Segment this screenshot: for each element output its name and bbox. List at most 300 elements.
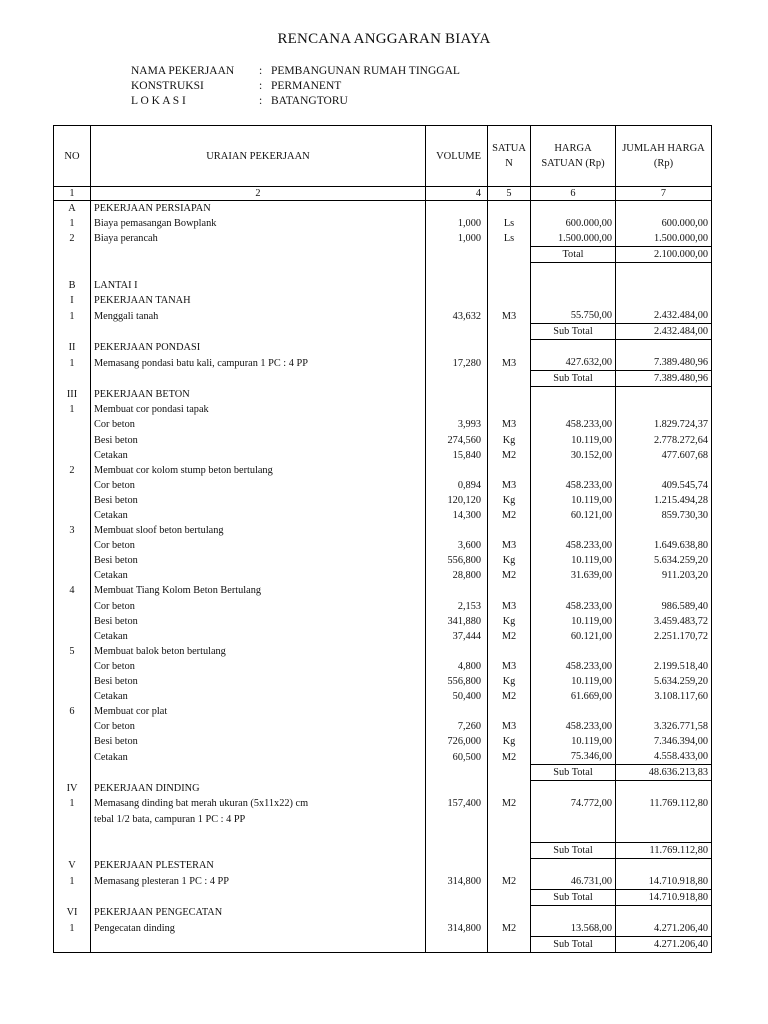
row-total-price — [616, 523, 712, 538]
row-unit: M2 — [488, 629, 531, 644]
row-unit-price: 458.233,00 — [531, 599, 616, 614]
row-description: Cor beton — [91, 659, 426, 674]
table-row — [54, 417, 712, 432]
row-total-price — [616, 644, 712, 659]
row-total-price — [616, 402, 712, 417]
row-unit — [488, 781, 531, 797]
row-unit-price: 55.750,00 — [531, 308, 616, 324]
row-volume: 28,800 — [426, 568, 488, 583]
table-row — [54, 781, 712, 797]
row-description: Besi beton — [91, 734, 426, 749]
row-unit: M3 — [488, 355, 531, 371]
row-volume — [426, 842, 488, 858]
row-total-price: 1.829.724,37 — [616, 417, 712, 432]
row-volume: 3,993 — [426, 417, 488, 432]
row-unit-price — [531, 523, 616, 538]
row-volume — [426, 765, 488, 781]
row-unit-price — [531, 704, 616, 719]
row-unit: Kg — [488, 553, 531, 568]
table-row — [54, 387, 712, 403]
row-unit-price: 10.119,00 — [531, 553, 616, 568]
row-unit — [488, 278, 531, 293]
row-total-price: 7.346.394,00 — [616, 734, 712, 749]
row-unit — [488, 842, 531, 858]
row-unit-price — [531, 340, 616, 356]
row-unit: M3 — [488, 417, 531, 432]
row-number: II — [54, 340, 91, 356]
row-total-price: 1.500.000,00 — [616, 231, 712, 247]
row-description: Memasang dinding bat merah ukuran (5x11x22) cm — [91, 796, 426, 811]
row-description: Membuat sloof beton bertulang — [91, 523, 426, 538]
row-number — [54, 247, 91, 263]
row-total-price — [616, 583, 712, 598]
row-volume — [426, 936, 488, 952]
row-unit-price — [531, 812, 616, 827]
row-volume: 17,280 — [426, 355, 488, 371]
row-total-price: 4.271.206,40 — [616, 921, 712, 937]
row-unit: M3 — [488, 599, 531, 614]
row-total-price: 1.649.638,80 — [616, 538, 712, 553]
column-number: 5 — [488, 187, 531, 201]
row-volume: 341,880 — [426, 614, 488, 629]
row-total-price — [616, 827, 712, 843]
row-volume: 3,600 — [426, 538, 488, 553]
row-description: LANTAI I — [91, 278, 426, 293]
table-row — [54, 644, 712, 659]
subtotal-row — [54, 324, 712, 340]
row-unit: M2 — [488, 448, 531, 463]
row-description: Cetakan — [91, 689, 426, 704]
row-volume — [426, 402, 488, 417]
row-volume: 556,800 — [426, 553, 488, 568]
row-description: Cor beton — [91, 538, 426, 553]
row-total-price — [616, 387, 712, 403]
header-harga-line2: SATUAN (Rp) — [541, 158, 605, 169]
row-unit — [488, 827, 531, 843]
row-volume — [426, 387, 488, 403]
row-volume: 43,632 — [426, 308, 488, 324]
row-volume: 157,400 — [426, 796, 488, 811]
row-total-price — [616, 293, 712, 308]
row-number: 3 — [54, 523, 91, 538]
row-unit-price: 31.639,00 — [531, 568, 616, 583]
row-volume — [426, 371, 488, 387]
header-harga-line1: HARGA — [554, 143, 592, 154]
info-value: BATANGTORU — [271, 95, 348, 107]
row-total-price: 7.389.480,96 — [616, 371, 712, 387]
row-number — [54, 674, 91, 689]
row-volume — [426, 858, 488, 874]
row-total-price — [616, 858, 712, 874]
row-description: Cor beton — [91, 599, 426, 614]
row-unit-price: 458.233,00 — [531, 478, 616, 493]
row-volume — [426, 523, 488, 538]
row-description: PEKERJAAN DINDING — [91, 781, 426, 797]
row-number — [54, 936, 91, 952]
row-description: Besi beton — [91, 432, 426, 447]
table-row — [54, 308, 712, 324]
row-description: PEKERJAAN PERSIAPAN — [91, 201, 426, 217]
row-number — [54, 478, 91, 493]
row-unit: M2 — [488, 689, 531, 704]
row-unit-price — [531, 858, 616, 874]
table-row — [54, 921, 712, 937]
info-separator: : — [259, 65, 263, 77]
row-total-price: 911.203,20 — [616, 568, 712, 583]
budget-table — [53, 125, 712, 953]
row-total-price: 2.100.000,00 — [616, 247, 712, 263]
row-unit-price: 458.233,00 — [531, 538, 616, 553]
table-row — [54, 689, 712, 704]
row-unit-price — [531, 278, 616, 293]
table-row — [54, 340, 712, 356]
info-row — [131, 94, 460, 109]
row-number — [54, 749, 91, 765]
row-description: PEKERJAAN PONDASI — [91, 340, 426, 356]
table-row — [54, 263, 712, 279]
header-volume: VOLUME — [426, 126, 488, 187]
row-number — [54, 493, 91, 508]
row-unit-price: 458.233,00 — [531, 659, 616, 674]
table-row — [54, 278, 712, 293]
row-volume: 60,500 — [426, 749, 488, 765]
row-description: PEKERJAAN PENGECATAN — [91, 905, 426, 921]
row-number: A — [54, 201, 91, 217]
row-volume — [426, 247, 488, 263]
table-row — [54, 432, 712, 447]
row-number — [54, 263, 91, 279]
row-number — [54, 432, 91, 447]
row-unit-price — [531, 402, 616, 417]
row-number — [54, 568, 91, 583]
row-number — [54, 599, 91, 614]
table-row — [54, 874, 712, 890]
row-description: Memasang plesteran 1 PC : 4 PP — [91, 874, 426, 890]
row-number — [54, 827, 91, 843]
row-volume: 0,894 — [426, 478, 488, 493]
row-total-price: 4.271.206,40 — [616, 936, 712, 952]
header-harga — [531, 126, 616, 187]
row-description: Membuat Tiang Kolom Beton Bertulang — [91, 583, 426, 598]
row-unit — [488, 889, 531, 905]
header-jumlah-line1: JUMLAH HARGA — [622, 143, 705, 154]
row-description — [91, 247, 426, 263]
subtotal-row — [54, 842, 712, 858]
table-row — [54, 553, 712, 568]
row-description: Cetakan — [91, 568, 426, 583]
row-description — [91, 889, 426, 905]
row-description: Pengecatan dinding — [91, 921, 426, 937]
row-unit: Kg — [488, 493, 531, 508]
row-total-price: 2.778.272,64 — [616, 432, 712, 447]
table-row — [54, 796, 712, 811]
row-total-price: 3.459.483,72 — [616, 614, 712, 629]
row-volume — [426, 889, 488, 905]
row-description — [91, 263, 426, 279]
row-unit: M3 — [488, 538, 531, 553]
row-unit: Kg — [488, 734, 531, 749]
row-unit-price: 60.121,00 — [531, 629, 616, 644]
column-number: 4 — [426, 187, 488, 201]
row-unit: M2 — [488, 568, 531, 583]
row-number: 5 — [54, 644, 91, 659]
info-value: PERMANENT — [271, 80, 342, 92]
row-description — [91, 324, 426, 340]
row-description: Besi beton — [91, 493, 426, 508]
row-volume: 1,000 — [426, 216, 488, 231]
row-number — [54, 889, 91, 905]
row-description — [91, 827, 426, 843]
row-unit — [488, 371, 531, 387]
row-number — [54, 719, 91, 734]
row-unit-price: 60.121,00 — [531, 508, 616, 523]
row-unit-price: 458.233,00 — [531, 719, 616, 734]
row-unit-price — [531, 263, 616, 279]
row-volume — [426, 201, 488, 217]
row-number: 1 — [54, 308, 91, 324]
row-description — [91, 765, 426, 781]
row-volume: 556,800 — [426, 674, 488, 689]
header-satuan-line2: N — [505, 158, 513, 169]
row-number: III — [54, 387, 91, 403]
info-label: NAMA PEKERJAAN — [131, 65, 235, 77]
subtotal-row — [54, 889, 712, 905]
row-total-price: 48.636.213,83 — [616, 765, 712, 781]
row-unit: Ls — [488, 216, 531, 231]
row-description — [91, 371, 426, 387]
table-row — [54, 719, 712, 734]
row-volume: 314,800 — [426, 874, 488, 890]
row-total-price: 11.769.112,80 — [616, 842, 712, 858]
row-total-price: 3.108.117,60 — [616, 689, 712, 704]
row-unit — [488, 293, 531, 308]
row-total-price — [616, 201, 712, 217]
row-description: Biaya perancah — [91, 231, 426, 247]
row-description: tebal 1/2 bata, campuran 1 PC : 4 PP — [91, 812, 426, 827]
row-total-price: 2.199.518,40 — [616, 659, 712, 674]
row-unit: M2 — [488, 749, 531, 765]
row-total-price: 600.000,00 — [616, 216, 712, 231]
row-number: 1 — [54, 796, 91, 811]
row-number — [54, 659, 91, 674]
table-row — [54, 812, 712, 827]
row-total-price: 5.634.259,20 — [616, 674, 712, 689]
header-jumlah — [616, 126, 712, 187]
row-number — [54, 734, 91, 749]
row-unit: Kg — [488, 674, 531, 689]
row-volume: 2,153 — [426, 599, 488, 614]
row-unit — [488, 704, 531, 719]
row-description: Membuat cor pondasi tapak — [91, 402, 426, 417]
row-volume — [426, 293, 488, 308]
row-number — [54, 842, 91, 858]
row-description: Menggali tanah — [91, 308, 426, 324]
row-unit-price — [531, 463, 616, 478]
row-unit — [488, 765, 531, 781]
row-unit-price: 61.669,00 — [531, 689, 616, 704]
row-unit-price: Sub Total — [531, 936, 616, 952]
row-unit: Kg — [488, 432, 531, 447]
table-row — [54, 216, 712, 231]
row-unit — [488, 858, 531, 874]
row-description — [91, 842, 426, 858]
table-body — [54, 201, 712, 953]
row-unit-price: Total — [531, 247, 616, 263]
row-volume: 120,120 — [426, 493, 488, 508]
row-unit — [488, 263, 531, 279]
info-row — [131, 79, 460, 94]
row-volume: 274,560 — [426, 432, 488, 447]
table-row — [54, 583, 712, 598]
row-unit: M3 — [488, 659, 531, 674]
row-number: B — [54, 278, 91, 293]
row-number: V — [54, 858, 91, 874]
row-unit-price: 10.119,00 — [531, 432, 616, 447]
info-row — [131, 64, 460, 79]
row-unit — [488, 905, 531, 921]
row-unit-price — [531, 387, 616, 403]
row-unit — [488, 324, 531, 340]
row-description: PEKERJAAN TANAH — [91, 293, 426, 308]
row-unit-price: Sub Total — [531, 324, 616, 340]
info-separator: : — [259, 80, 263, 92]
row-number — [54, 371, 91, 387]
row-number — [54, 417, 91, 432]
row-number — [54, 508, 91, 523]
row-total-price: 2.432.484,00 — [616, 308, 712, 324]
row-unit — [488, 812, 531, 827]
row-volume — [426, 324, 488, 340]
row-unit: Kg — [488, 614, 531, 629]
row-number — [54, 629, 91, 644]
row-number: 1 — [54, 874, 91, 890]
table-row — [54, 448, 712, 463]
row-unit — [488, 523, 531, 538]
row-volume: 4,800 — [426, 659, 488, 674]
row-description: PEKERJAAN BETON — [91, 387, 426, 403]
row-unit-price: 600.000,00 — [531, 216, 616, 231]
table-header-row — [54, 126, 712, 187]
row-unit-price: 46.731,00 — [531, 874, 616, 890]
row-volume — [426, 781, 488, 797]
row-unit-price: 1.500.000,00 — [531, 231, 616, 247]
row-unit — [488, 402, 531, 417]
header-satuan-line1: SATUA — [492, 143, 526, 154]
row-description: Cetakan — [91, 629, 426, 644]
row-unit-price: Sub Total — [531, 765, 616, 781]
row-volume — [426, 278, 488, 293]
table-row — [54, 674, 712, 689]
row-number — [54, 765, 91, 781]
header-no: NO — [54, 126, 91, 187]
row-unit-price: 74.772,00 — [531, 796, 616, 811]
row-description: Cetakan — [91, 448, 426, 463]
row-description: Cor beton — [91, 478, 426, 493]
row-description: Besi beton — [91, 614, 426, 629]
header-uraian: URAIAN PEKERJAAN — [91, 126, 426, 187]
row-total-price: 11.769.112,80 — [616, 796, 712, 811]
table-row — [54, 749, 712, 765]
row-unit-price: Sub Total — [531, 842, 616, 858]
row-volume — [426, 263, 488, 279]
row-total-price — [616, 463, 712, 478]
row-number — [54, 812, 91, 827]
row-unit-price — [531, 644, 616, 659]
row-total-price: 477.607,68 — [616, 448, 712, 463]
table-row — [54, 463, 712, 478]
row-total-price: 986.589,40 — [616, 599, 712, 614]
row-number — [54, 538, 91, 553]
row-number — [54, 553, 91, 568]
row-unit — [488, 583, 531, 598]
row-unit-price: 427.632,00 — [531, 355, 616, 371]
row-unit — [488, 644, 531, 659]
row-description: PEKERJAAN PLESTERAN — [91, 858, 426, 874]
row-volume — [426, 463, 488, 478]
row-description: Cetakan — [91, 508, 426, 523]
row-unit-price — [531, 293, 616, 308]
row-unit-price: 10.119,00 — [531, 734, 616, 749]
row-unit: Ls — [488, 231, 531, 247]
row-unit: M3 — [488, 308, 531, 324]
column-number-row — [54, 187, 712, 201]
row-unit: M3 — [488, 719, 531, 734]
row-volume: 314,800 — [426, 921, 488, 937]
row-unit-price — [531, 905, 616, 921]
info-value: PEMBANGUNAN RUMAH TINGGAL — [271, 65, 460, 77]
info-separator: : — [259, 95, 263, 107]
row-number — [54, 689, 91, 704]
table-row — [54, 355, 712, 371]
row-number: 1 — [54, 216, 91, 231]
row-volume: 1,000 — [426, 231, 488, 247]
row-unit — [488, 201, 531, 217]
row-description: Cetakan — [91, 749, 426, 765]
row-total-price — [616, 704, 712, 719]
row-number — [54, 614, 91, 629]
row-number: 2 — [54, 231, 91, 247]
table-row — [54, 905, 712, 921]
row-total-price — [616, 263, 712, 279]
row-unit-price — [531, 827, 616, 843]
subtotal-row — [54, 936, 712, 952]
row-unit-price: 13.568,00 — [531, 921, 616, 937]
row-total-price: 859.730,30 — [616, 508, 712, 523]
table-row — [54, 858, 712, 874]
table-row — [54, 478, 712, 493]
row-total-price — [616, 781, 712, 797]
row-description: Cor beton — [91, 417, 426, 432]
row-description: Biaya pemasangan Bowplank — [91, 216, 426, 231]
table-row — [54, 402, 712, 417]
subtotal-row — [54, 247, 712, 263]
table-row — [54, 734, 712, 749]
row-unit-price: 10.119,00 — [531, 674, 616, 689]
row-description: Membuat cor kolom stump beton bertulang — [91, 463, 426, 478]
row-volume — [426, 905, 488, 921]
row-description: Besi beton — [91, 553, 426, 568]
table-row — [54, 659, 712, 674]
row-total-price: 1.215.494,28 — [616, 493, 712, 508]
row-unit-price: 10.119,00 — [531, 614, 616, 629]
table-row — [54, 493, 712, 508]
row-number: VI — [54, 905, 91, 921]
header-satuan — [488, 126, 531, 187]
column-number: 7 — [616, 187, 712, 201]
row-unit-price: 30.152,00 — [531, 448, 616, 463]
row-total-price — [616, 905, 712, 921]
table-row — [54, 568, 712, 583]
